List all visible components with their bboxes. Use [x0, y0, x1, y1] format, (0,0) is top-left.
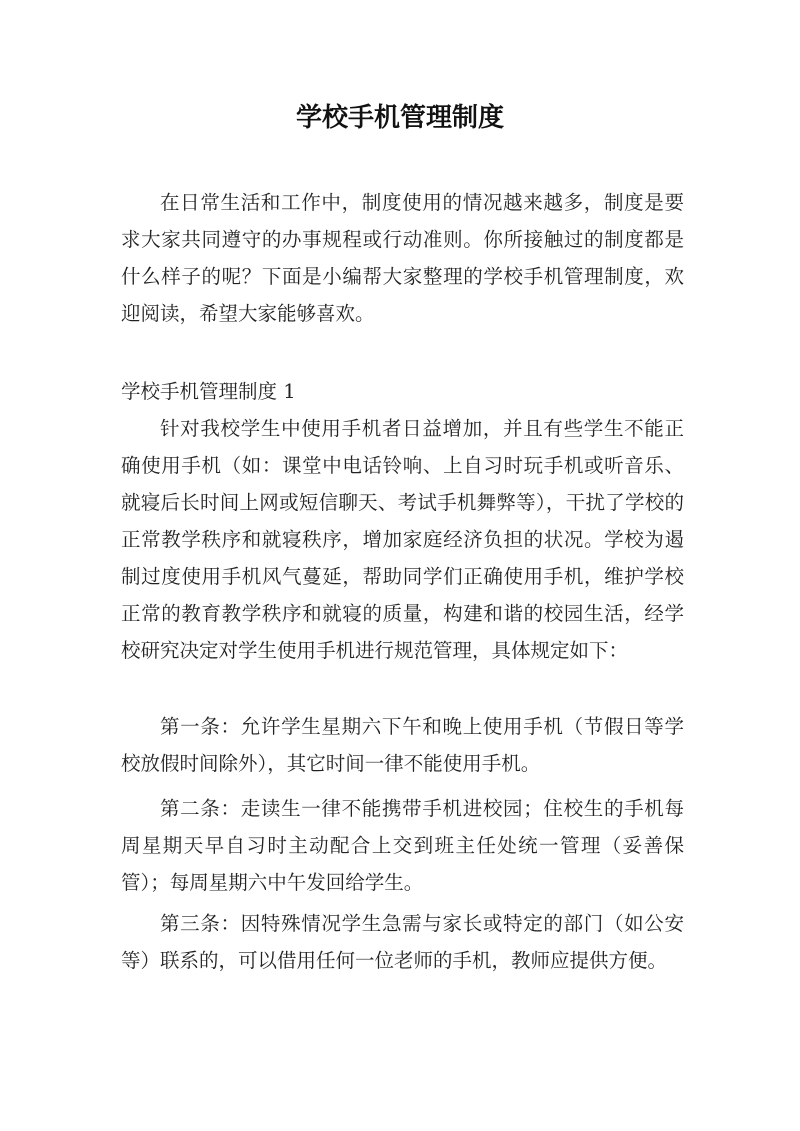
- article-1-paragraph: 第一条：允许学生星期六下午和晚上使用手机（节假日等学校放假时间除外），其它时间一律不能使用手机。: [121, 715, 684, 775]
- document-title: 学校手机管理制度: [295, 103, 504, 133]
- section-heading: 学校手机管理制度 1: [121, 380, 296, 403]
- intro-paragraph: 在日常生活和工作中，制度使用的情况越来越多，制度是要求大家共同遵守的办事规程或行动准则。你所接触过的制度都是什么样子的呢？下面是小编帮大家整理的学校手机管理制度，欢迎阅读，希望大家能够喜欢。: [121, 191, 684, 325]
- body-paragraph: 针对我校学生中使用手机者日益增加，并且有些学生不能正确使用手机（如：课堂中电话铃响、上自习时玩手机或听音乐、就寝后长时间上网或短信聊天、考试手机舞弊等），干扰了学校的正常教学秩序和就寝秩序，增加家庭经济负担的状况。学校为遏制过度使用手机风气蔓延，帮助同学们正确使用手机，维护学校正常的教育教学秩序和就寝的质量，构建和谐的校园生活，经学校研究决定对学生使用手机进行规范管理，具体规定如下：: [121, 417, 684, 662]
- article-2-paragraph: 第二条：走读生一律不能携带手机进校园；住校生的手机每周星期天早自习时主动配合上交到班主任处统一管理（妥善保管）；每周星期六中午发回给学生。: [121, 797, 684, 894]
- article-3-paragraph: 第三条：因特殊情况学生急需与家长或特定的部门（如公安等）联系的，可以借用任何一位老师的手机，教师应提供方便。: [121, 912, 684, 972]
